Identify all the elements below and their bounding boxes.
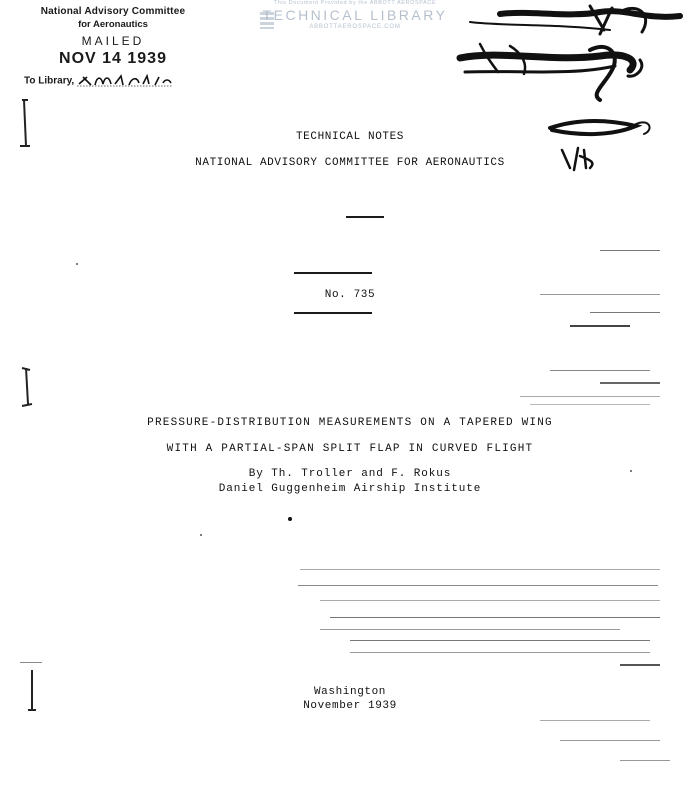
title-line-2: WITH A PARTIAL-SPAN SPLIT FLAP IN CURVED FLIGHT	[166, 443, 534, 455]
watermark-provided-by: This Document Provided by the ABBOTT AEROSPACE	[273, 0, 437, 6]
stamp-library-line	[24, 74, 198, 88]
separator-short	[346, 216, 384, 218]
mailing-stamp	[24, 6, 198, 88]
footer-city: Washington	[313, 686, 386, 698]
note-number: No. 735	[324, 289, 376, 301]
institution: Daniel Guggenheim Airship Institute	[218, 483, 482, 495]
header-committee: NATIONAL ADVISORY COMMITTEE FOR AERONAUTICS	[195, 157, 505, 169]
stamp-subtitle: for Aeronautics	[78, 19, 148, 30]
stamp-organization: National Advisory Committee	[40, 6, 186, 17]
stamp-date: NOV 14 1939	[59, 50, 167, 67]
watermark-title: TECHNICAL LIBRARY	[262, 7, 448, 23]
handwritten-annotations	[440, 0, 700, 180]
library-signature-scribble	[77, 74, 173, 88]
separator-top	[294, 272, 372, 274]
stamp-library-label: To Library,	[24, 75, 75, 87]
staple-mark-top	[14, 96, 38, 152]
staple-mark-middle	[16, 364, 40, 412]
stamp-mailed: MAILED	[81, 34, 145, 48]
watermark	[240, 0, 470, 30]
separator-bottom	[294, 312, 372, 314]
authors: By Th. Troller and F. Rokus	[248, 468, 452, 480]
watermark-url: ABBOTTAEROSPACE.COM	[309, 24, 401, 30]
title-line-1: PRESSURE-DISTRIBUTION MEASUREMENTS ON A TAPERED WING	[147, 417, 553, 429]
footer-date: November 1939	[303, 700, 397, 712]
header-technical-notes: TECHNICAL NOTES	[295, 131, 405, 143]
